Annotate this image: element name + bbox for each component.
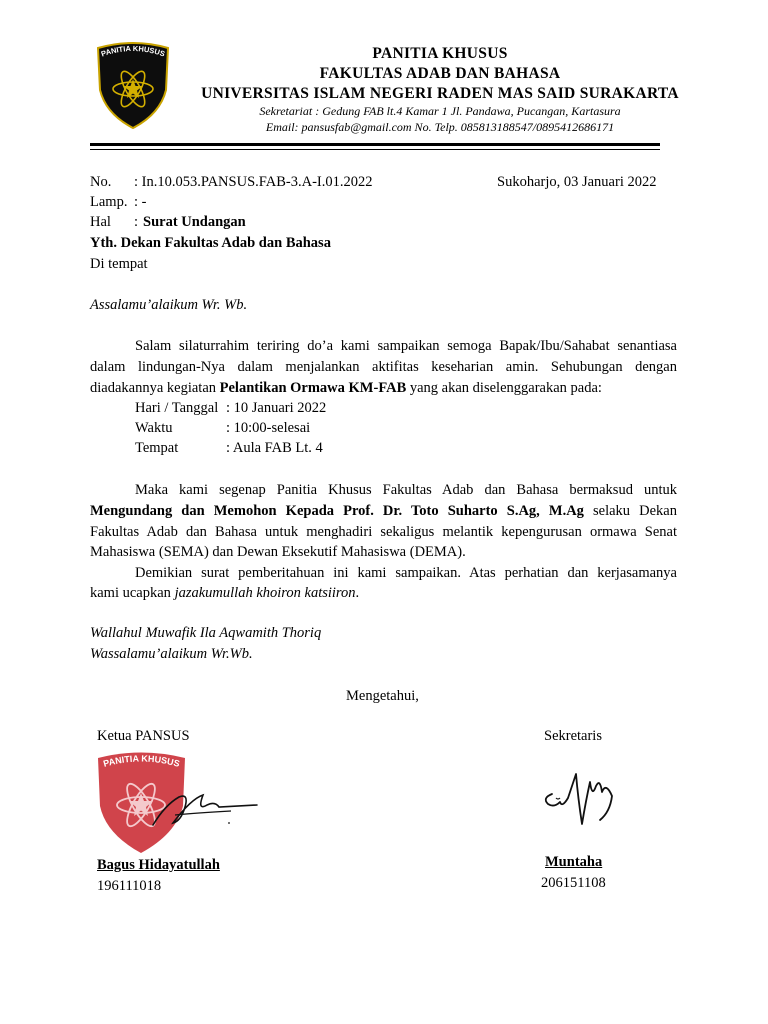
number-label: No. <box>90 174 112 190</box>
chairman-id: 196111018 <box>97 878 162 894</box>
attachment-label: Lamp. <box>90 194 128 210</box>
opening-greeting: Assalamu’alaikum Wr. Wb. <box>90 297 248 313</box>
detail-day-value: : 10 Januari 2022 <box>226 400 327 416</box>
letterhead-rule-thin <box>90 149 660 150</box>
paragraph-2-line-2-end: selaku Dekan <box>583 503 677 519</box>
chairman-signature <box>145 775 260 835</box>
chairman-title: Ketua PANSUS <box>97 728 190 744</box>
letterhead-address: Sekretariat : Gedung FAB lt.4 Kamar 1 Jl. Pandawa, Pucangan, Kartasura <box>259 104 621 118</box>
closing-greeting: Wassalamu’alaikum Wr.Wb. <box>90 646 253 662</box>
paragraph-3-line-1: Demikian surat pemberitahuan ini kami sampaikan. Atas perhatian dan kerjasamanya <box>135 565 677 581</box>
paragraph-1-line-3-end: yang akan diselenggarakan pada: <box>406 380 602 396</box>
attachment-value: : - <box>134 194 147 210</box>
subject-value: Surat Undangan <box>143 214 246 230</box>
detail-time-value: : 10:00-selesai <box>226 420 311 436</box>
paragraph-1-line-2: dalam lindungan-Nya dalam menjalankan aktifitas keseharian amin. Sehubungan dengan <box>90 359 677 375</box>
paragraph-1-line-3 <box>90 380 602 397</box>
detail-day-label: Hari / Tanggal <box>135 400 219 416</box>
chairman-name: Bagus Hidayatullah <box>97 857 220 873</box>
paragraph-2-line-4: Mahasiswa (SEMA) dan Dewan Eksekutif Mahasiswa (DEMA). <box>90 544 466 560</box>
recipient-place: Di tempat <box>90 256 148 272</box>
closing-phrase: Wallahul Muwafik Ila Aqwamith Thoriq <box>90 625 322 641</box>
thanks-phrase: jazakumullah khoiron katsiiron <box>174 585 356 601</box>
letterhead-faculty: FAKULTAS ADAB DAN BAHASA <box>319 65 561 82</box>
committee-logo <box>94 42 172 130</box>
detail-time-label: Waktu <box>135 420 173 436</box>
letterhead-rule-thick <box>90 143 660 146</box>
secretary-id: 206151108 <box>541 875 606 891</box>
paragraph-2-line-1: Maka kami segenap Panitia Khusus Fakultas Adab dan Bahasa bermaksud untuk <box>135 482 677 498</box>
acknowledged-label: Mengetahui, <box>346 688 419 704</box>
event-name: Pelantikan Ormawa KM-FAB <box>219 380 407 396</box>
secretary-signature <box>538 768 620 830</box>
detail-place-value: : Aula FAB Lt. 4 <box>226 440 323 456</box>
invitation-request: Mengundang dan Memohon Kepada Prof. Dr. Toto Suharto S.Ag, M.Ag <box>90 503 584 519</box>
paragraph-1-line-3-text: diadakannya kegiatan <box>90 380 220 396</box>
number-value: : In.10.053.PANSUS.FAB-3.A-I.01.2022 <box>134 174 373 190</box>
stamp-lettering: PANITIA KHUSUS <box>102 753 181 769</box>
secretary-name: Muntaha <box>545 854 603 870</box>
paragraph-1-line-1: Salam silaturrahim teriring do’a kami sampaikan semoga Bapak/Ibu/Sahabat senantiasa <box>135 338 677 354</box>
paragraph-2-line-3: Fakultas Adab dan Bahasa untuk menghadiri sekaligus melantik kepengurusan ormawa Senat <box>90 524 677 540</box>
paragraph-3-line-2 <box>90 585 359 602</box>
subject-colon: : <box>134 214 139 230</box>
paragraph-2-line-2 <box>90 503 677 520</box>
secretary-title: Sekretaris <box>544 728 602 744</box>
paragraph-3-line-2-end: . <box>355 585 360 601</box>
letter-date: Sukoharjo, 03 Januari 2022 <box>497 174 657 190</box>
recipient: Yth. Dekan Fakultas Adab dan Bahasa <box>90 235 331 251</box>
letterhead-university: UNIVERSITAS ISLAM NEGERI RADEN MAS SAID SURAKARTA <box>201 85 679 102</box>
logo-lettering: PANITIA KHUSUS <box>99 43 167 59</box>
subject-label: Hal <box>90 214 111 230</box>
letterhead-committee: PANITIA KHUSUS <box>372 45 508 62</box>
paragraph-3-line-2-text: kami ucapkan <box>90 585 175 601</box>
detail-place-label: Tempat <box>135 440 179 456</box>
letterhead-contact: Email: pansusfab@gmail.com No. Telp. 085813188547/0895412686171 <box>265 120 615 134</box>
